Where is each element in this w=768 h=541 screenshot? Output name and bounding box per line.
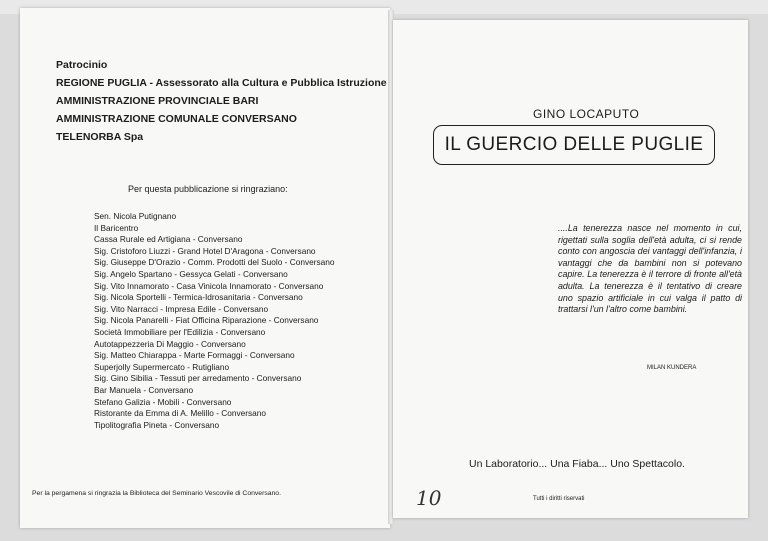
tagline: Un Laboratorio... Una Fiaba... Uno Spettacolo. — [469, 458, 685, 470]
left-page — [20, 8, 390, 528]
title-frame — [433, 125, 715, 165]
epigraph-quote: ....La tenerezza nasce nel momento in cui, rigettati sulla soglia dell'età adulta, ci si rende conto con angoscia dei vantaggi dell'infanzia, i vantaggi che da bambini non si potevano capire. La tenerezza è il terrore di fronte all'età adulta. La tenerezza è il tentativo di creare uno spazio artificiale in cui valga il patto di trattarsi l'un l'altro come bambini. — [558, 223, 742, 315]
thanks-item: Sig. Gino Sibilia - Tessuti per arredamento - Conversano — [94, 373, 302, 384]
thanks-item: Sig. Nicola Sportelli - Termica-Idrosanitaria - Conversano — [94, 292, 303, 303]
thanks-item: Sen. Nicola Putignano — [94, 211, 177, 221]
thanks-item: Sig. Vito Narracci - Impresa Edile - Conversano — [94, 303, 269, 314]
patronage-line: Patrocinio — [56, 59, 108, 71]
patronage-line: TELENORBA Spa — [56, 131, 144, 143]
thanks-item: Cassa Rurale ed Artigiana - Conversano — [94, 234, 243, 245]
patronage-line: AMMINISTRAZIONE PROVINCIALE BARI — [56, 95, 259, 107]
thanks-item: Superjolly Supermercato - Rutigliano — [94, 361, 230, 372]
author-name: GINO LOCAPUTO — [533, 107, 640, 121]
thanks-item: Autotappezzeria Di Maggio - Conversano — [94, 338, 246, 349]
handwritten-page-number: 10 — [416, 486, 442, 510]
epigraph-author: MILAN KUNDERA — [647, 365, 697, 371]
patronage-block — [56, 56, 387, 146]
thanks-item: Stefano Galizia - Mobili - Conversano — [94, 396, 232, 407]
thanks-item: Società Immobiliare per l'Edilizia - Conversano — [94, 326, 266, 337]
book-title: IL GUERCIO DELLE PUGLIE — [444, 134, 704, 155]
thanks-item: Sig. Vito Innamorato - Casa Vinicola Innamorato - Conversano — [94, 280, 324, 291]
patronage-line: AMMINISTRAZIONE COMUNALE CONVERSANO — [56, 113, 297, 125]
thanks-item: Sig. Angelo Spartano - Gessyca Gelati - Conversano — [94, 268, 288, 279]
thanks-item: Sig. Giuseppe D'Orazio - Comm. Prodotti del Suolo - Conversano — [94, 257, 335, 268]
patronage-line: REGIONE PUGLIA - Assessorato alla Cultura e Pubblica Istruzione — [56, 77, 387, 89]
thanks-item: Ristorante da Emma di A. Melillo - Conversano — [94, 408, 267, 419]
thanks-item: Bar Manuela - Conversano — [94, 384, 194, 395]
thanks-heading: Per questa pubblicazione si ringraziano: — [128, 184, 288, 194]
thanks-item: Il Baricentro — [94, 222, 139, 233]
thanks-item: Sig. Cristoforo Liuzzi - Grand Hotel D'Aragona - Conversano — [94, 245, 316, 256]
thanks-item: Tipolitografia Pineta - Conversano — [94, 419, 220, 430]
right-page — [393, 20, 748, 518]
thanks-item: Sig. Matteo Chiarappa - Marte Formaggi - Conversano — [94, 350, 295, 361]
thanks-list — [94, 211, 334, 431]
footnote: Per la pergamena si ringrazia la Biblioteca del Seminario Vescovile di Conversano. — [32, 490, 281, 497]
rights-notice: Tutti i diritti riservati — [533, 496, 585, 502]
thanks-item: Sig. Nicola Panarelli - Fiat Officina Riparazione - Conversano — [94, 315, 319, 326]
